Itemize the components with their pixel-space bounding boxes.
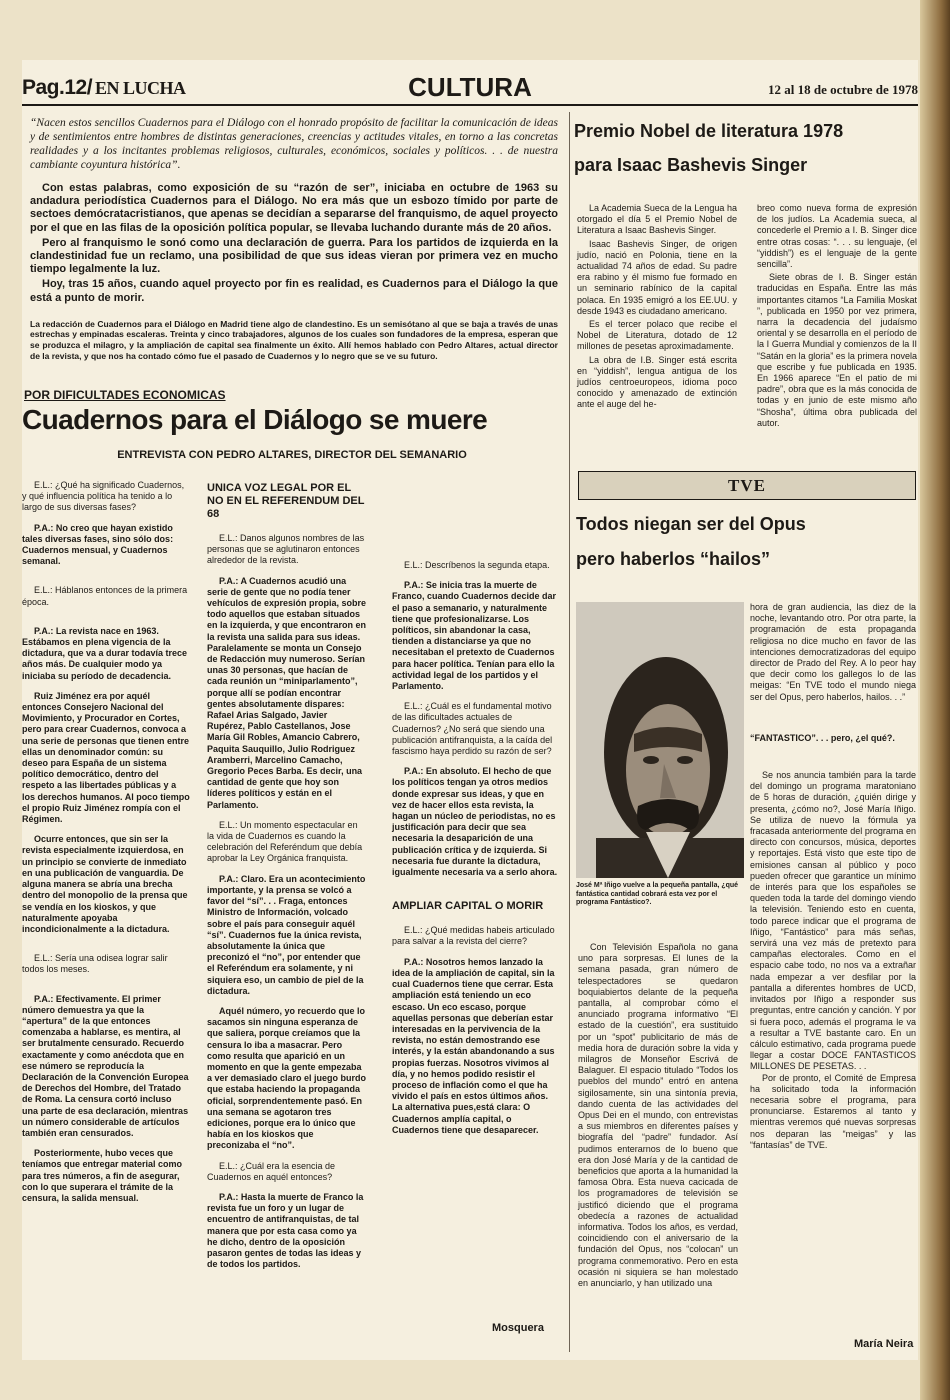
question: E.L.: ¿Cuál es el fundamental motivo de las dificultades actuales de Cuadernos? ¿No será que siendo una publicación antifranquista, a la caída del fascismo haya perdido su razón de ser? xyxy=(392,701,553,757)
question: E.L.: ¿Qué medidas habeis articulado para salvar a la revista del cierre? xyxy=(392,925,555,947)
signature-maria-neira: María Neira xyxy=(854,1338,914,1350)
tve-paragraph: Por de pronto, el Comité de Empresa ha solicitado toda la información necesaria sobre el programa, para pronunciarse. Estaremos al tanto y mientras veremos qué nuevas sorpresas nos deparan las “meigas” y las “fantasías” de TVE. xyxy=(750,1072,916,1150)
subheading-referendum: UNICA VOZ LEGAL POR EL NO EN EL REFERENDUM DEL 68 xyxy=(207,482,365,520)
tve-box xyxy=(578,471,916,500)
nobel-paragraph: La obra de I.B. Singer está escrita en “yiddish”, lengua antigua de los judíos centroeuropeos, idioma poco conocido y amenazado de extinción ante el auge del he- xyxy=(577,354,737,410)
question: E.L.: ¿Cuál era la esencia de Cuadernos en aquél entonces? xyxy=(207,1160,336,1182)
kicker: POR DIFICULTADES ECONOMICAS xyxy=(24,388,226,402)
answer: P.A.: No creo que hayan existido tales diversas fases, sino sólo dos: Cuadernos mensual, y Cuadernos semanal. xyxy=(22,522,174,567)
page-number: Pag.12/ xyxy=(22,76,93,99)
cuadernos-headline: Cuadernos para el Diálogo se muere xyxy=(22,404,488,435)
masthead-rule xyxy=(22,104,918,106)
lead-paragraph: Pero al franquismo le sonó como una declaración de guerra. Para los partidos de izquierda en la clandestinidad fue un reclamo, una posibilidad de que sus ideas vieran por primera vez en mucho tiempo legalmente la luz. xyxy=(30,236,558,276)
page-binding xyxy=(920,0,950,1400)
fantastico-subheading: “FANTASTICO”. . . pero, ¿el qué?. xyxy=(750,732,895,743)
portrait-image xyxy=(576,602,744,878)
publication-name: EN LUCHA xyxy=(95,78,186,98)
nobel-paragraph: Es el tercer polaco que recibe el Nobel de Literatura, dotado de 12 millones de pesetas aproximadamente. xyxy=(577,319,737,352)
answer: P.A.: Claro. Era un acontecimiento importante, y la prensa se volcó a favor del “sí”. . . Fraga, entonces Ministro de Información, volcado sobre el país para conseguir aquél “sí”. Cuadernos fue la única revista, absolutamente la única que preconizó el “no”, por entender que el Referéndum era solamente, y ni siquiera eso, un cambio de piel de la dictadura. xyxy=(207,873,366,996)
tve-paragraph: Con Televisión Española no gana uno para sorpresas. El lunes de la semana pasada, gran número de telespectadores se quedaron boquiabiertos delante de la pequeña pantalla, al comprobar cómo el anunciado programa informativo “El estado de la cuestión”, era sustituido por un “spot” publicitario de más de media hora de duración sobre la vida y milagros de Monseñor Escrivá de Balaguer. El espacio titulado “Todos los pueblos del mundo” entró en antena sigilosamente, sin una sintonía previa, dando cuenta de las actividades del Opus Dei en el mundo, con entrevistas a sus miembros en diferentes países y biografía del “padre” fundador. Así pudimos enterarnos de lo bueno que era don José María y de la cantidad de beneficios que aporta a la humanidad la famosa Obra. Esta nueva cacicada de los programadores de televisión se justificó diciendo que el programa obedecía a razones de actualidad informativa. Todos los años, es verdad, coincidiendo con el aniversario de la fundación del Opus, nos “colocan” un programa conmemorativo. Pero en esta ocasión ni siquiera se han molestado en anunciarlo, y han utilizado una xyxy=(578,942,738,1289)
answer: P.A.: La revista nace en 1963. Estábamos en plena vigencia de la dictadura, que va a durar todavía trece años más. De cualquier modo ya iniciaba su período de decadencia. xyxy=(22,625,188,681)
tve-headline-line1: Todos niegan ser del Opus xyxy=(576,514,806,534)
question: E.L.: Un momento espectacular en la vida de Cuadernos es cuando la celebración del Referéndum que debía aprobar la Ley Orgánica franquista. xyxy=(207,819,363,864)
lead-paragraph: Hoy, tras 15 años, cuando aquel proyecto por fin es realidad, es Cuadernos para el Diálogo la que está a punto de morir. xyxy=(30,278,558,304)
tve-paragraph: hora de gran audiencia, las diez de la noche, levantando otro. Por otra parte, la programación de esta propaganda religiosa no dice mucho en favor de las intenciones democratizadoras del equipo director de Prado del Rey. A lo peor hay que decir como los gallegos lo de las meigas: “En TVE todo el mundo niega ser del Opus, pero haberlos, hailos. . .” xyxy=(750,602,916,702)
interview-column-2 xyxy=(207,482,367,1279)
section-title: CULTURA xyxy=(408,72,532,102)
photo-caption: José Mª Iñigo vuelve a la pequeña pantalla, ¿qué fantástica cantidad cobrará esta vez por el programa Fantástico?. xyxy=(576,882,739,906)
issue-date: 12 al 18 de octubre de 1978 xyxy=(768,82,918,97)
nobel-column-1 xyxy=(577,203,737,413)
column-divider xyxy=(569,112,570,1352)
cuadernos-subhead: ENTREVISTA CON PEDRO ALTARES, DIRECTOR DEL SEMANARIO xyxy=(117,449,467,461)
answer: Ocurre entonces, que sin ser la revista especialmente izquierdosa, en un principio se convierte de inmediato en una publicación de vanguardia. De alguna manera se abría una brecha dentro del monopolio de la prensa que se vendía en los kioskos, y que naturalmente apoyaba incondicionalmente a la dictadura. xyxy=(22,834,188,934)
question: E.L.: Sería una odisea lograr salir todos los meses. xyxy=(22,953,168,975)
answer: P.A.: Se inicia tras la muerte de Franco, cuando Cuadernos decide dar el paso a semanario, y naturalmente tiene que profesionalizarse. Los políticos, sin abandonar la casa, tienden a distanciarse ya que no necesitaban el pretexto de Cuadernos para hacer política. Tenían para ello la actividad legal de los partidos y el Parlamento. xyxy=(392,580,557,692)
intro-quote: “Nacen estos sencillos Cuadernos para el Diálogo con el honrado propósito de facilitar la comunicación de ideas y de sentimientos entre hombres de distintas generaciones, creencias y actitudes vitales, en torno a las concretas realidades y a los incitantes problemas religiosos, culturales, económicos, sociales y políticos. . . de nuestra cambiante coyuntura histórica”. xyxy=(30,117,558,171)
answer: P.A.: A Cuadernos acudió una serie de gente que no podía tener vehículos de expresión propia, sobre todo aquellos que estaban situados en la izquierda, y que encontraron en la revista una salida para sus ideas. Paralelamente se monta un Consejo de Redacción muy numeroso. Serían unas 30 personas, que hacían de cada reunión un “miniparlamento”, porque allí se podían encontrar gentes absolutamente dispares: Rafael Arias Salgado, Javier Rupérez, Pablo Castellanos, Jose María Gil Robles, Amancio Cabrero, Paquita Sauquillo, Julio Rodriguez Aramberri, Marcelino Camacho, Gregorio Peces Barba. Es decir, una cantidad de gente que hoy son líderes políticos y están en el Parlamento. xyxy=(207,575,367,810)
nobel-paragraph: Siete obras de I. B. Singer están traducidas en España. Entre las más importantes citamos “La Familia Moskat ”, publicada en 1950 por vez primera, narra la decadencia del judaísmo oriental y se desarrolla en el período de la I Guerra Mundial y comienzos de la II “Satán en la gloria” es la primera novela que escribe y fue publicada en 1935. En 1966 aparece “En el patio de mi padre”, obra que es la más conocida de todas y en junio de este mismo año “Shosha”, última obra publicada del autor. xyxy=(757,272,917,428)
signature-mosquera: Mosquera xyxy=(492,1322,544,1334)
answer: Posteriormente, hubo veces que teníamos que entregar material como para tres números, a fin de asegurar, con lo que superara el trámite de la censura, la salida mensual. xyxy=(22,1148,183,1203)
nobel-headline-line2: para Isaac Bashevis Singer xyxy=(574,155,808,175)
question: E.L.: Danos algunos nombres de las personas que se aglutinaron entonces alrededor de la revista. xyxy=(207,533,365,566)
subheading-ampliar: AMPLIAR CAPITAL O MORIR xyxy=(392,900,544,913)
nobel-column-2 xyxy=(757,203,917,431)
question: E.L.: Descríbenos la segunda etapa. xyxy=(404,560,550,570)
tve-box-label: TVE xyxy=(728,476,766,495)
answer: Aquél número, yo recuerdo que lo sacamos sin ninguna esperanza de que saliera, porque creíamos que la censura lo iba a masacrar. Pero como resulta que aparició en un momento en que la gente empezaba a ver demasiado claro el juego burdo que estaba haciendo la propaganda oficial, sorprendentemente pasó. En una semana se agotaron tres ediciones, porque era lo único que había en los kioskos que preconizaba el “no”. xyxy=(207,1005,367,1151)
answer: P.A.: Nosotros hemos lanzado la idea de la ampliación de capital, sin la cual Cuadernos tiene que cerrar. Esta ampliación está teniendo un eco escaso. Un eco escaso, porque aquellas personas que deberían estar interesadas en la pervivencia de la revista, no están demostrando ese interés, y la están abandonando a sus propias fuerzas. Nosotros vivimos al día, y no hemos podido resistir el proceso de inflación como el que ha vivido el país en estos últimos años. La alternativa pues,está clara: O Cuadernos amplía capital, o Cuadernos tiene que desaparecer. xyxy=(392,956,555,1135)
sublead-paragraph: La redacción de Cuadernos para el Diálogo en Madrid tiene algo de clandestino. Es un semisótano al que se baja a través de unas estrechas y empinadas escaleras. Treinta y cinco trabajadores, algunos de los cuales son fundadores de la empresa, esperan que se produzca el milagro, y la ampliación de capital sea finalmente un éxito. Allí hemos hablado con Pedro Altares, actual director de la revista, y que nos ha contado cómo fue el pasado de Cuadernos y lo negro que se ve su futuro. xyxy=(30,318,558,361)
newspaper-page xyxy=(22,60,918,1360)
nobel-headline-line1: Premio Nobel de literatura 1978 xyxy=(574,121,844,141)
question: E.L.: Háblanos entonces de la primera época. xyxy=(22,585,188,607)
interview-column-3 xyxy=(392,482,560,1145)
nobel-paragraph: breo como nueva forma de expresión de los judíos. La Academia sueca, al concederle el Premio a I. B. Singer dice entre otras cosas: “. . . su lenguaje, (el “yiddish”) es el lenguaje de la gente sencilla”. xyxy=(757,203,917,270)
tve-left-column xyxy=(578,942,738,1296)
answer: P.A.: Efectivamente. El primer número demuestra ya que la “apertura” de la que entonces comenzaba a hablarse, es mentira, al ser brutalmente censurado. Recuerdo exactamente y como anécdota que en ese número se reproducía la Declaración de la Convención Europea de Derechos del Hombre, del Tratado de Roma. La censura cortó incluso una parte de esa declaración, mientras un número considerable de artículos también eran censurados. xyxy=(22,993,189,1138)
nobel-paragraph: La Academia Sueca de la Lengua ha otorgado el día 5 el Premio Nobel de Literatura a Isaac Bashevis Singer. xyxy=(577,203,737,236)
interview-column-1 xyxy=(22,480,190,1213)
answer: P.A.: Hasta la muerte de Franco la revista fue un foro y un lugar de encuentro de antifranquistas, de tal manera que por esta casa como ya he dicho, dentro de la oposición pasaron gentes de todas las ideas y de todos los partidos. xyxy=(207,1191,364,1270)
question: E.L.: ¿Qué ha significado Cuadernos, y qué influencia política ha tenido a lo largo de sus diversas fases? xyxy=(22,480,185,513)
tve-headline-line2: pero haberlos “hailos” xyxy=(576,549,771,569)
lead-paragraph: Con estas palabras, como exposición de su “razón de ser”, iniciaba en octubre de 1963 su andadura periodística Cuadernos para el Diálogo. No era más que un esbozo tímido por parte de sectoes demócratacristianos, que apenas se decidían a separarse del franquismo, de aquel proyecto por el que en las filas de la oposición política popular, se llevaba luchando durante más de 20 años. xyxy=(30,182,558,234)
nobel-paragraph: Isaac Bashevis Singer, de origen judío, nació en Polonia, tiene en la actualidad 74 años de edad. Su padre era rabino y él mismo fue formado en un seminario rabínico de la capital polaca. En 1935 emigró a los EE.UU. y desde 1943 es ciudadano americano. xyxy=(577,238,737,316)
tve-right-column xyxy=(750,602,916,1158)
tve-paragraph: Se nos anuncia también para la tarde del domingo un programa maratoniano de 5 horas de duración, ¿quién dirige y presenta, ¿cómo no?, José María Iñigo. Se utiliza de nuevo la fórmula ya fracasada anteriormente del programa en directo con concursos, música, deportes y reportajes. Está visto que este tipo de emisiones cansan al público y poco pueden ofrecer que garantice un mínimo de interés para que los españoles se queden toda la tarde del domingo viendo la televisión. Teniendo esto en cuenta, todo parece indicar que el programa de Iñigo, “Fantástico” para más señas, servirá una vez más de pretexto para campañas electorales. Como en el espacio cabe todo, no nos va a extrañar nada empezar a ver desfilar por la pantalla a diferentes hombres de UCD, invitados por Iñigo a responder sus preguntas, entre canción y canción. Y por si fuera poco, además el programa le va a resultar a TVE bastante caro. En un cálculo estimativo, cada programa puede llegar a costar DOCE FANTASTICOS MILLONES DE PESETAS. . . xyxy=(750,770,916,1072)
inigo-photo xyxy=(576,602,744,878)
answer: P.A.: En absoluto. El hecho de que los políticos tengan ya otros medios donde expresar sus ideas, y que en vez de hacer ellos esta revista, la hagan un núcleo de periodistas, no es justificación para decir que sea necesaria la desaparición de una publicación crítica y de izquierda. Si necesaria fue durante la dictadura, igualmente necesaria va a serlo ahora. xyxy=(392,766,558,878)
answer: Ruiz Jiménez era por aquél entonces Consejero Nacional del Movimiento, y Procurador en Cortes, pero para crear Cuadernos, convoca a una serie de personas que tienen entre ellas un denominador común: su deseo para España de un sistema político democrático, dentro del respeto a las libertades públicas y a los derechos humanos. Al poco tiempo el propio Ruiz Jiménez rompía con el Régimen. xyxy=(22,690,190,825)
cuadernos-intro xyxy=(30,116,558,368)
